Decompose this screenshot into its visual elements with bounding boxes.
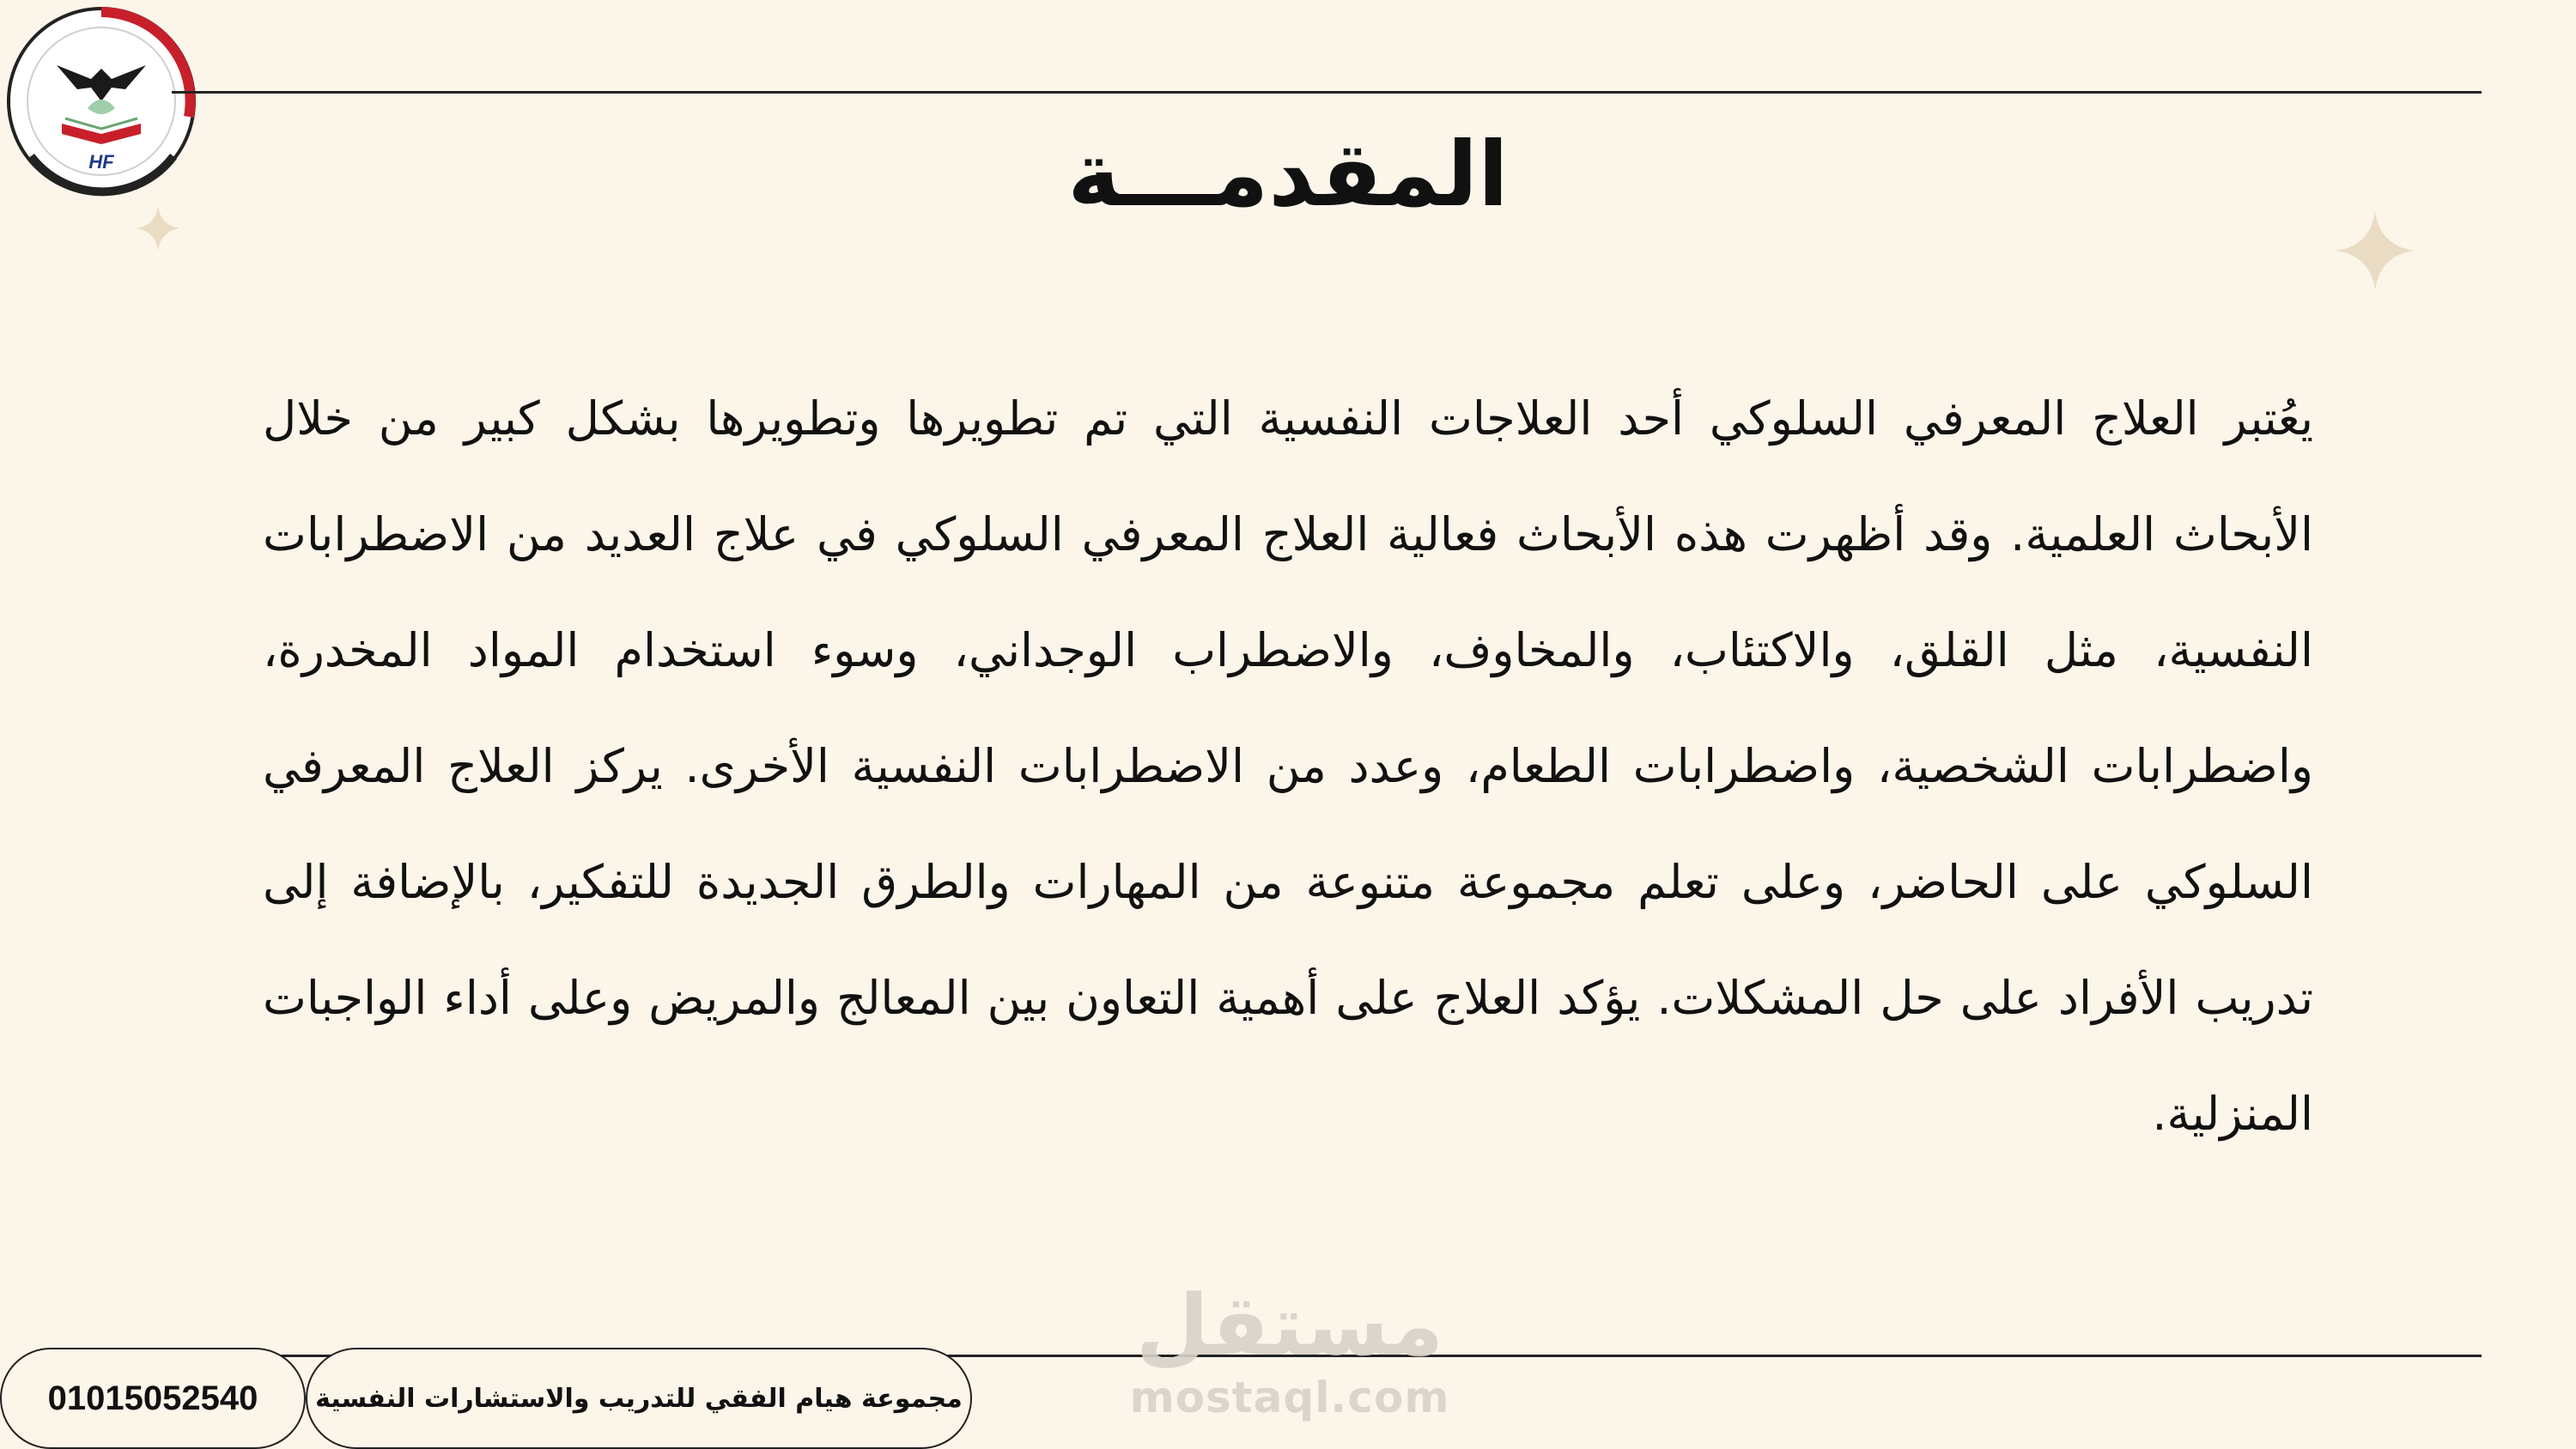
slide-title: المقدمـــة — [1067, 122, 1509, 227]
watermark-arabic: مستقل — [1135, 1277, 1444, 1375]
logo-initials: HF — [88, 151, 114, 173]
phone-pill — [0, 1348, 306, 1449]
top-divider — [172, 91, 2482, 94]
body-paragraph: يعُتبر العلاج المعرفي السلوكي أحد العلاجات النفسية التي تم تطويرها وتطويرها بشكل كبير من خلال الأبحاث العلمية. وقد أظهرت هذه الأبحاث فعالية العلاج المعرفي السلوكي في علاج العديد من الاضطرابات النفسية، مثل القلق، والاكتئاب، والمخاوف، والاضطراب الوجداني، وسوء استخدام المواد المخدرة، واضطرابات الشخصية، واضطرابات الطعام، وعدد من الاضطرابات النفسية الأخرى. يركز العلاج المعرفي السلوكي على الحاضر، وعلى تعلم مجموعة متنوعة من المهارات والطرق الجديدة للتفكير، بالإضافة إلى تدريب الأفراد على حل المشكلات. يؤكد العلاج على أهمية التعاون بين المعالج والمريض وعلى أداء الواجبات المنزلية. — [263, 391, 2313, 1141]
phone-number: 01015052540 — [47, 1379, 258, 1417]
watermark — [1127, 1279, 1453, 1422]
organization-pill — [306, 1348, 972, 1449]
organization-name: مجموعة هيام الفقي للتدريب والاستشارات النفسية — [315, 1383, 963, 1414]
watermark-latin: mostaql.com — [1129, 1373, 1450, 1422]
